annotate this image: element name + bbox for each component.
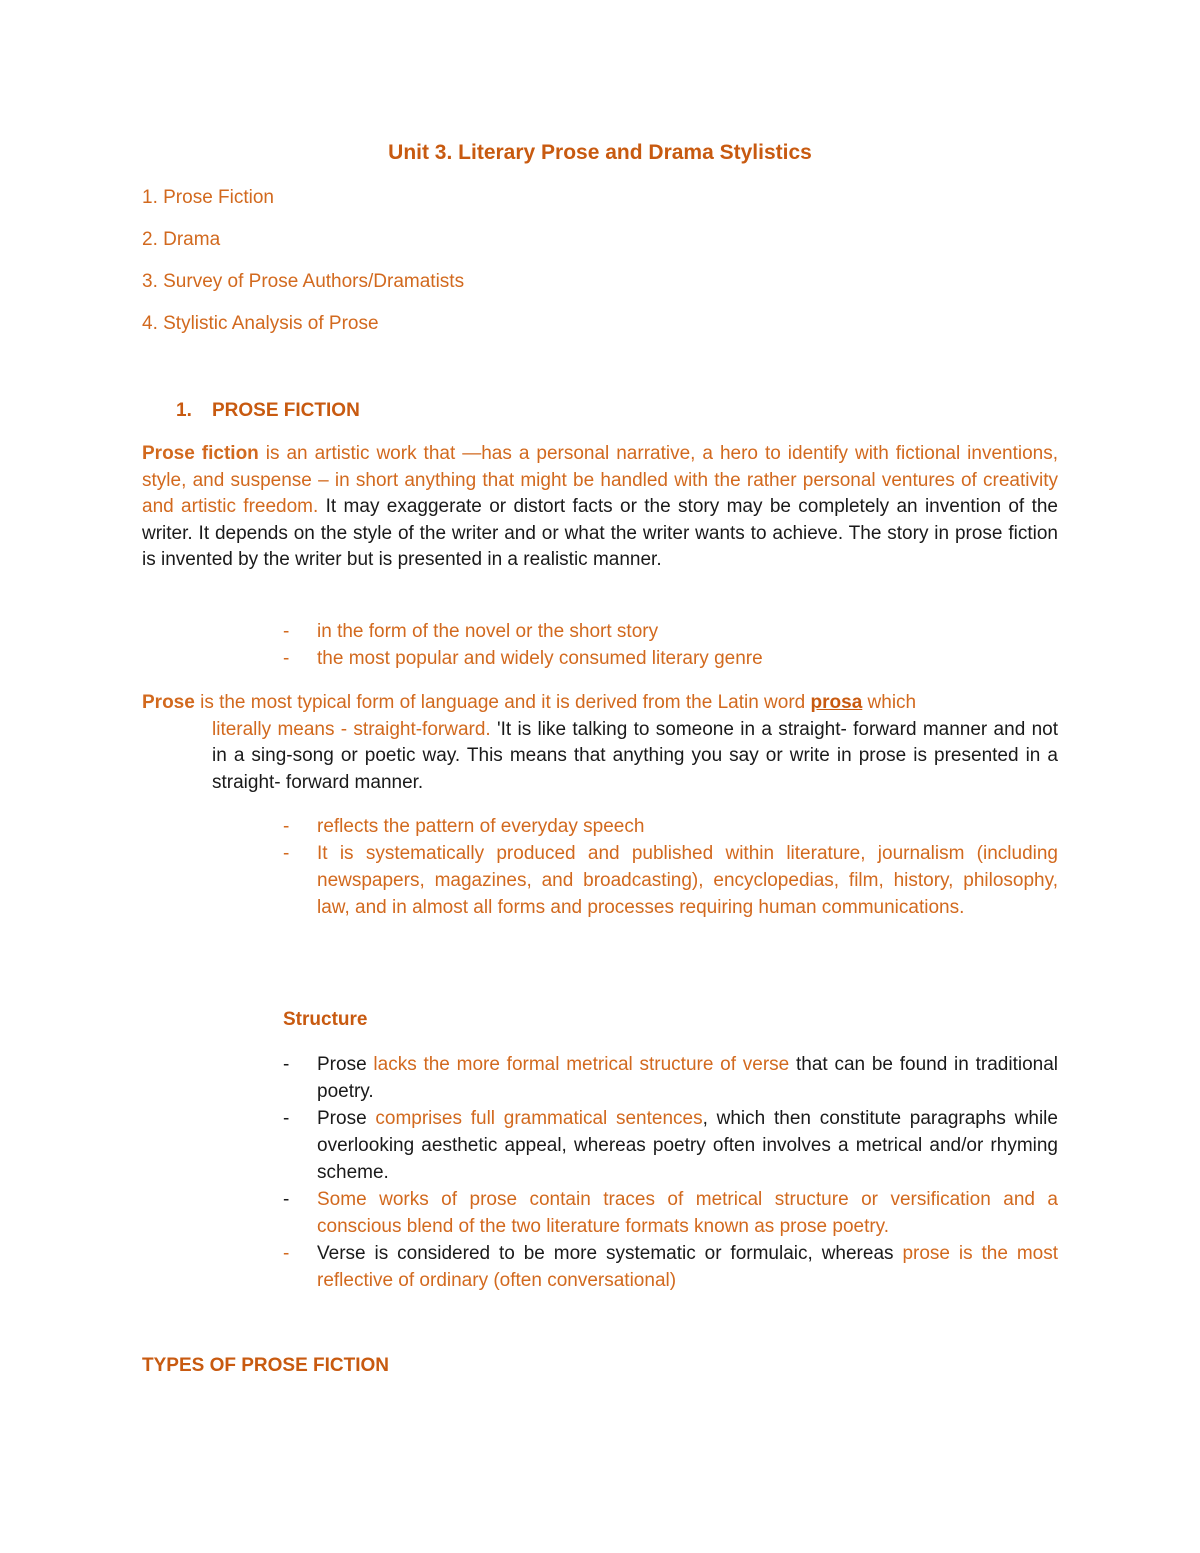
definition-text-b: which: [862, 692, 917, 713]
list-item-text: It is systematically produced and published within literature, journalism (including newspapers, magazines, and broadcasting), encyclopedias, film, history, philosophy, law, and in almost all forms and processes requiring human communications.: [317, 843, 1058, 918]
toc-item-2: 2. Drama: [142, 229, 221, 250]
highlight-text: prose is the most reflective of ordinary (often conversational): [317, 1243, 1059, 1291]
dash-marker: -: [283, 1189, 290, 1210]
dash-marker: -: [283, 1108, 290, 1129]
list-item: [283, 840, 1058, 921]
term-prose: Prose: [142, 692, 195, 713]
list-item: [283, 645, 1058, 672]
definition-text: is an artistic work that ―has a personal narrative, a hero to identify with fictional inventions, style, and suspense – in short anything that might be handled with the rather personal ventures of creativity and artistic freedom.: [142, 443, 1058, 517]
dash-marker: -: [283, 816, 290, 837]
toc-item-3: 3. Survey of Prose Authors/Dramatists: [142, 271, 465, 292]
list-item-text: that can be found in traditional poetry.: [317, 1054, 1058, 1102]
section-number: 1.: [176, 400, 192, 421]
prose-paragraph: [142, 690, 1058, 796]
dash-marker: -: [283, 648, 290, 669]
toc-item-4: 4. Stylistic Analysis of Prose: [142, 313, 379, 334]
list-item: [283, 813, 1058, 840]
structure-list: [283, 1051, 1058, 1294]
definition-text-c: literally means - straight-forward.: [212, 718, 491, 740]
dash-marker: -: [283, 843, 290, 864]
highlight-text: Some works of prose contain traces of metrical structure or versification and a conscious blend of the two literature formats known as prose poetry.: [317, 1189, 1058, 1237]
section-title: PROSE FICTION: [212, 400, 360, 421]
list-item: [283, 1240, 1058, 1294]
highlight-text: comprises full grammatical sentences: [375, 1108, 703, 1129]
list-item-text: reflects the pattern of everyday speech: [317, 816, 645, 837]
paragraph-text: 'It is like talking to someone in a straight- forward manner and not in a sing-song or poetic way. This means that anything you say or write in prose is presented in a straight- forward manner.: [212, 718, 1058, 793]
structure-heading: Structure: [283, 1009, 368, 1030]
definition-text: is the most typical form of language and it is derived from the Latin word: [194, 692, 811, 713]
bullet-list-1: [283, 618, 1058, 672]
section-heading-prose-fiction: [176, 400, 360, 422]
bullet-list-2: [283, 813, 1058, 921]
dash-marker: -: [283, 621, 290, 642]
list-item-text: Prose: [317, 1108, 376, 1129]
list-item: [283, 1186, 1058, 1240]
toc-item-1: 1. Prose Fiction: [142, 187, 274, 208]
list-item: [283, 618, 1058, 645]
list-item-text: , which then constitute paragraphs while overlooking aesthetic appeal, whereas poetry often involves a metrical and/or rhyming scheme.: [317, 1108, 1058, 1183]
list-item: [283, 1051, 1058, 1105]
highlight-text: lacks the more formal metrical structure of verse: [373, 1054, 790, 1075]
list-item: [283, 1105, 1058, 1186]
dash-marker: -: [283, 1243, 290, 1264]
list-item-text: Prose: [317, 1054, 374, 1075]
word-prosa: prosa: [810, 692, 863, 713]
term-prose-fiction: Prose fiction: [142, 443, 259, 464]
paragraph-text: It may exaggerate or distort facts or the story may be completely an invention of the writer. It depends on the style of the writer and or what the writer wants to achieve. The story in prose fiction is invented by the writer but is presented in a realistic manner.: [142, 496, 1058, 570]
prose-fiction-paragraph: [142, 441, 1058, 574]
list-item-text: in the form of the novel or the short story: [317, 621, 659, 642]
types-heading: TYPES OF PROSE FICTION: [142, 1355, 390, 1376]
dash-marker: -: [283, 1054, 290, 1075]
list-item-text: the most popular and widely consumed literary genre: [317, 648, 763, 669]
page-title: Unit 3. Literary Prose and Drama Stylistics: [388, 141, 812, 164]
list-item-text: Verse is considered to be more systematic or formulaic, whereas: [317, 1243, 903, 1264]
